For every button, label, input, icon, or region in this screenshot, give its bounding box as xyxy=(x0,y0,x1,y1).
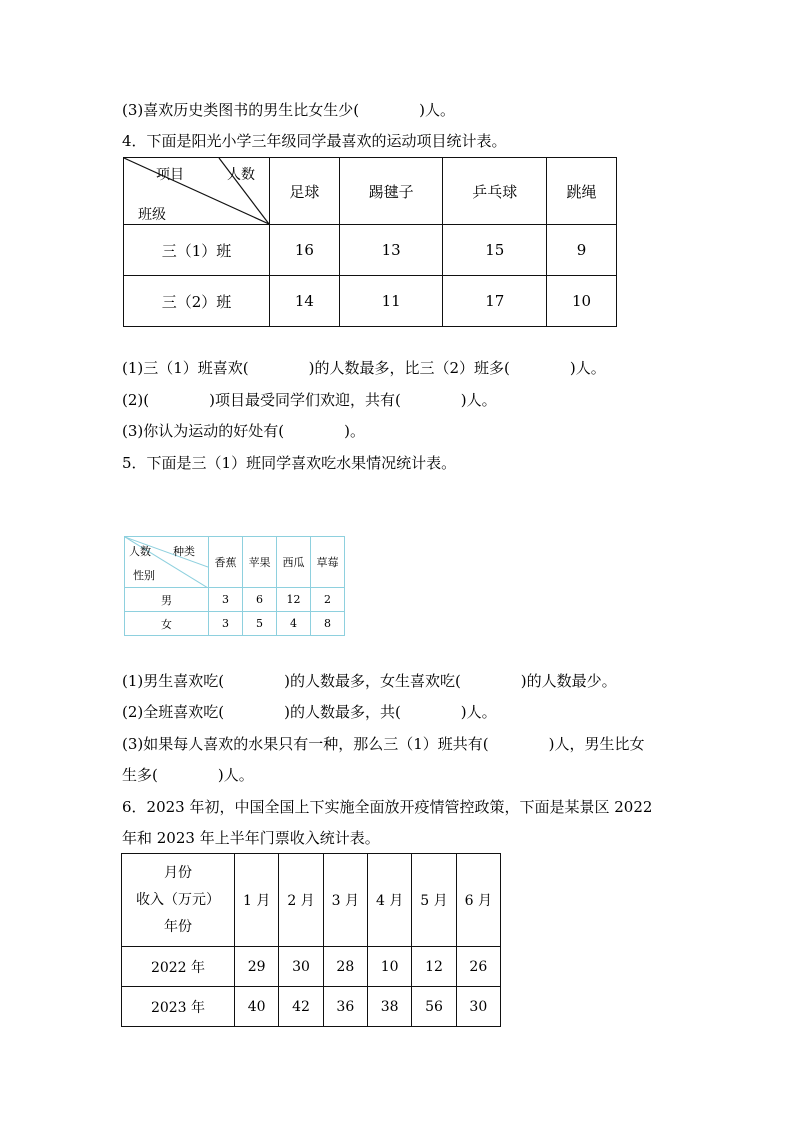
header-class-label: 班级 xyxy=(138,207,166,223)
table-cell: 14 xyxy=(270,276,340,327)
q4-sports-table xyxy=(123,157,617,327)
column-header: 3 月 xyxy=(323,854,367,947)
table-cell: 10 xyxy=(547,276,617,327)
table-cell: 11 xyxy=(339,276,443,327)
table-row xyxy=(124,225,617,276)
diagonal-header-cell xyxy=(124,158,270,225)
table-cell: 36 xyxy=(323,987,367,1027)
header-year-label: 年份 xyxy=(164,918,192,935)
column-header: 跳绳 xyxy=(547,158,617,225)
table-cell: 26 xyxy=(456,947,500,987)
table-cell: 40 xyxy=(235,987,279,1027)
table-cell: 9 xyxy=(547,225,617,276)
table-cell: 5 xyxy=(243,612,277,636)
table-cell: 13 xyxy=(339,225,443,276)
row-label: 2022 年 xyxy=(122,947,235,987)
table-cell: 29 xyxy=(235,947,279,987)
header-month-label: 月份 xyxy=(164,864,192,881)
header-kind-label: 种类 xyxy=(173,545,195,558)
table-row xyxy=(125,612,345,636)
column-header: 4 月 xyxy=(367,854,411,947)
table-cell: 30 xyxy=(279,947,323,987)
column-header: 乒乓球 xyxy=(443,158,547,225)
table-cell: 15 xyxy=(443,225,547,276)
column-header: 1 月 xyxy=(235,854,279,947)
header-income-label: 收入（万元） xyxy=(136,891,220,908)
table-cell: 3 xyxy=(209,612,243,636)
row-label: 男 xyxy=(125,588,209,612)
q5-question-2: (2)全班喜欢吃( )的人数最多，共( )人。 xyxy=(122,703,497,721)
q4-question-3: (3)你认为运动的好处有( )。 xyxy=(122,422,365,440)
row-label: 三（2）班 xyxy=(124,276,270,327)
q5-fruit-table xyxy=(124,536,345,636)
row-label: 女 xyxy=(125,612,209,636)
table-cell: 42 xyxy=(279,987,323,1027)
header-item-label: 项目 xyxy=(156,167,184,183)
q6-title-line-1: 6．2023 年初，中国全国上下实施全面放开疫情管控政策，下面是某景区 2022 xyxy=(122,798,653,816)
diagonal-header-cell xyxy=(125,537,209,588)
q4-question-2: (2)( )项目最受同学们欢迎，共有( )人。 xyxy=(122,391,497,409)
q4-question-1: (1)三（1）班喜欢( )的人数最多，比三（2）班多( )人。 xyxy=(122,359,606,377)
column-header: 2 月 xyxy=(279,854,323,947)
table-row xyxy=(122,987,501,1027)
table-row xyxy=(122,947,501,987)
table-cell: 12 xyxy=(277,588,311,612)
table-row xyxy=(125,588,345,612)
column-header: 香蕉 xyxy=(209,537,243,588)
header-gender-label: 性别 xyxy=(133,569,155,582)
q6-title-line-2: 年和 2023 年上半年门票收入统计表。 xyxy=(122,829,380,847)
table-cell: 10 xyxy=(367,947,411,987)
column-header: 苹果 xyxy=(243,537,277,588)
table-row xyxy=(124,276,617,327)
stacked-header-cell xyxy=(122,854,235,947)
column-header: 踢毽子 xyxy=(339,158,443,225)
q5-question-3: (3)如果每人喜欢的水果只有一种，那么三（1）班共有( )人，男生比女 xyxy=(122,735,645,753)
q4-title: 4．下面是阳光小学三年级同学最喜欢的运动项目统计表。 xyxy=(122,132,507,150)
q5-title: 5．下面是三（1）班同学喜欢吃水果情况统计表。 xyxy=(122,454,457,472)
q3-sub-question: (3)喜欢历史类图书的男生比女生少( )人。 xyxy=(122,101,455,119)
row-label: 2023 年 xyxy=(122,987,235,1027)
table-cell: 2 xyxy=(311,588,345,612)
q5-question-3-cont: 生多( )人。 xyxy=(122,766,254,784)
column-header: 6 月 xyxy=(456,854,500,947)
column-header: 足球 xyxy=(270,158,340,225)
table-cell: 8 xyxy=(311,612,345,636)
column-header: 西瓜 xyxy=(277,537,311,588)
column-header: 5 月 xyxy=(412,854,456,947)
column-header: 草莓 xyxy=(311,537,345,588)
header-count-label: 人数 xyxy=(227,167,255,183)
table-cell: 12 xyxy=(412,947,456,987)
table-cell: 28 xyxy=(323,947,367,987)
table-cell: 16 xyxy=(270,225,340,276)
q5-question-1: (1)男生喜欢吃( )的人数最多，女生喜欢吃( )的人数最少。 xyxy=(122,672,617,690)
table-cell: 17 xyxy=(443,276,547,327)
table-cell: 4 xyxy=(277,612,311,636)
table-cell: 38 xyxy=(367,987,411,1027)
row-label: 三（1）班 xyxy=(124,225,270,276)
table-cell: 30 xyxy=(456,987,500,1027)
q6-income-table xyxy=(121,853,501,1027)
table-cell: 56 xyxy=(412,987,456,1027)
table-cell: 6 xyxy=(243,588,277,612)
table-cell: 3 xyxy=(209,588,243,612)
header-count-label: 人数 xyxy=(129,545,151,558)
